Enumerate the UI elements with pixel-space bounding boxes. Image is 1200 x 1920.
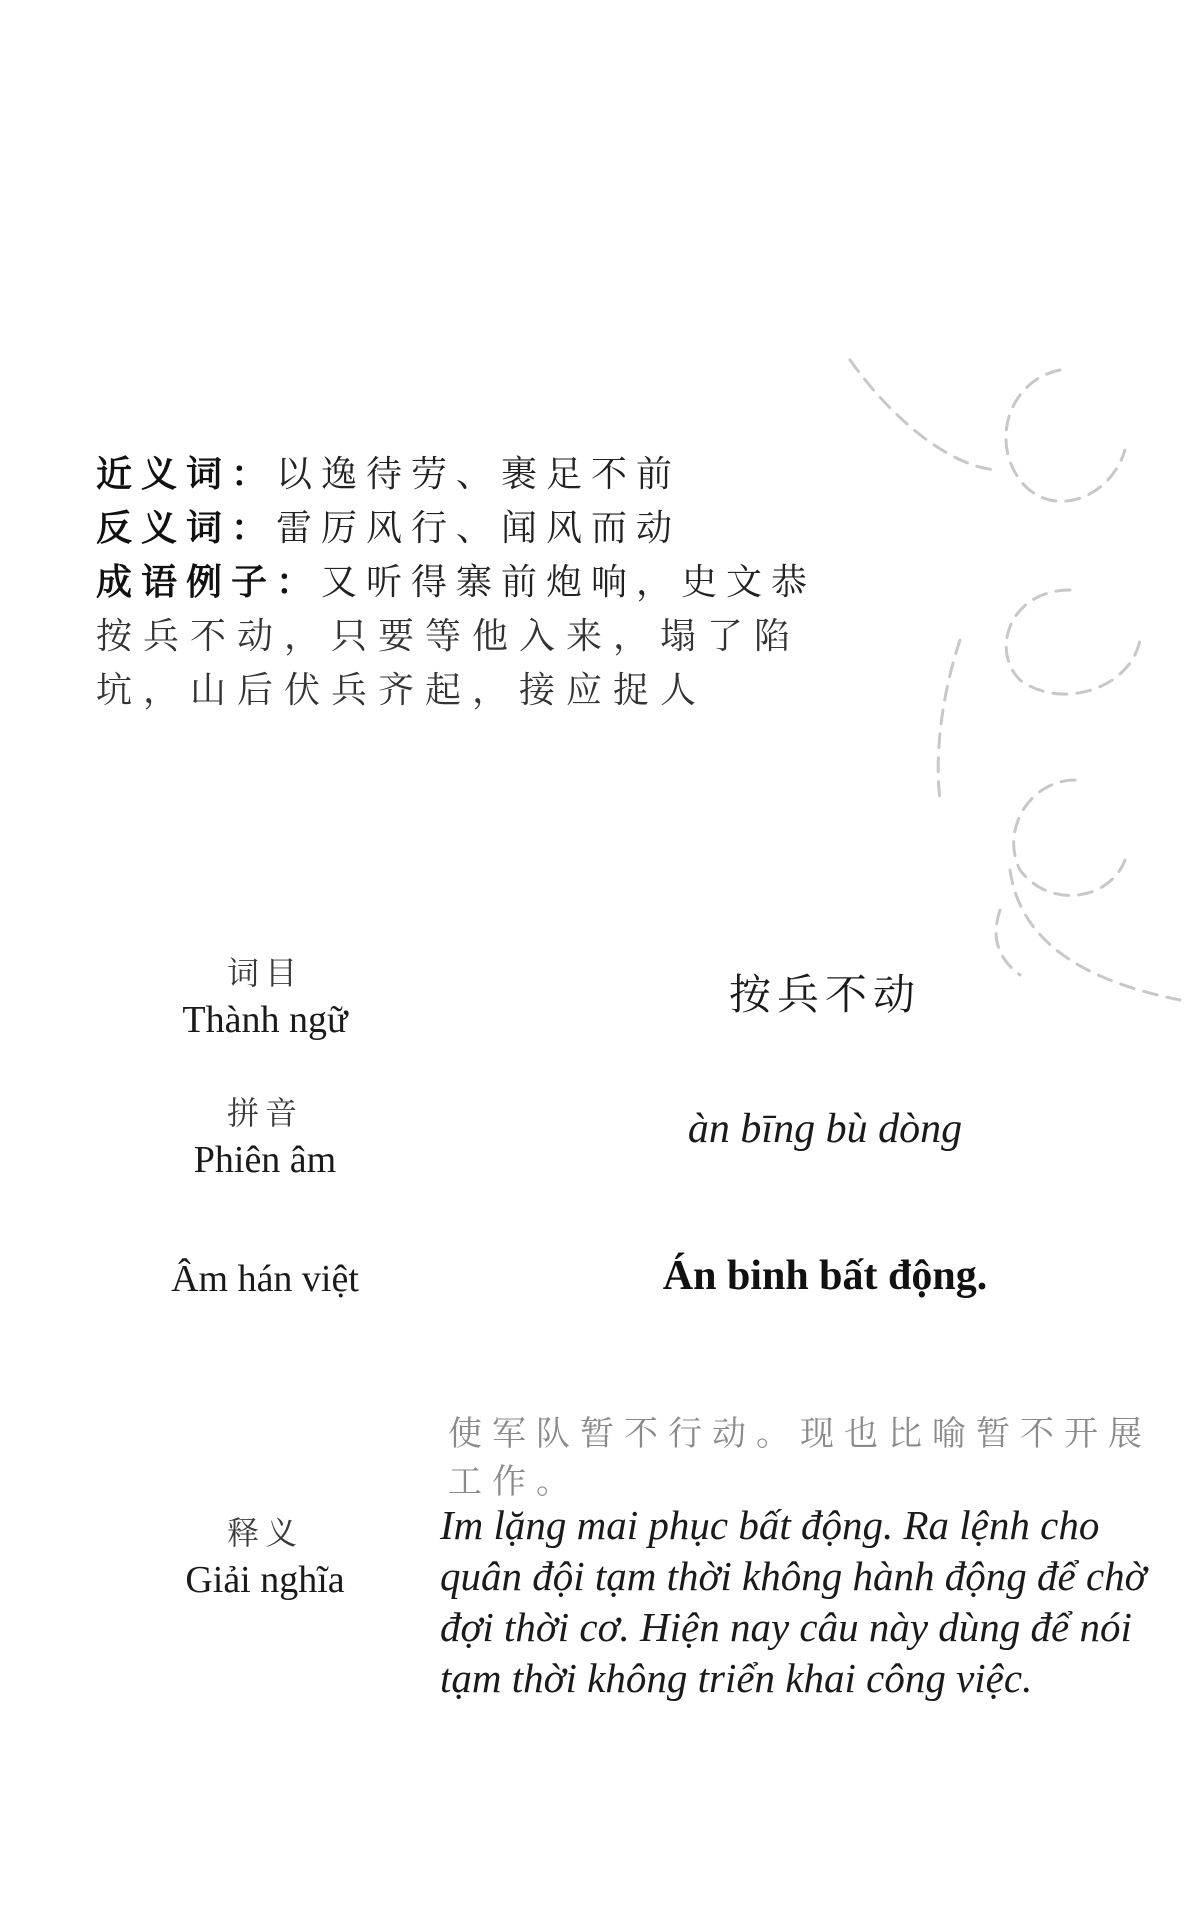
pinyin-label-zh: 拼音	[226, 1094, 303, 1132]
example-line-1	[96, 556, 816, 610]
definition-label-zh: 释义	[226, 1514, 303, 1552]
swirl-middle-tail	[938, 640, 960, 800]
synonyms-label: 近义词：	[96, 454, 277, 495]
headword-value: 按兵不动	[728, 970, 921, 1019]
swirl-middle	[1006, 590, 1140, 694]
hanviet-label	[130, 1255, 400, 1303]
definition-label-vi: Giải nghĩa	[185, 1559, 345, 1601]
definition-zh: 使军队暂不行动。现也比喻暂不开展工作。	[448, 1414, 1152, 1502]
pinyin-label-vi: Phiên âm	[193, 1139, 337, 1181]
hanviet-value: Án binh bất động.	[662, 1253, 988, 1299]
example-label: 成语例子：	[96, 562, 322, 603]
antonyms-label: 反义词：	[96, 508, 277, 549]
example-line-3: 坑，山后伏兵齐起，接应捉人	[96, 670, 708, 711]
antonyms-text: 雷厉风行、闻风而动	[276, 508, 682, 549]
headword-label	[130, 950, 400, 1044]
definition-vi: Im lặng mai phục bất động. Ra lệnh cho quân đội tạm thời không hành động để chờ đợi thời cơ. Hiện nay câu này dùng để nói tạm thời không triển khai công việc.	[440, 1502, 1147, 1701]
antonyms-line	[96, 502, 816, 556]
headword-label-zh: 词目	[226, 954, 303, 992]
hanviet-label-vi: Âm hán việt	[171, 1258, 359, 1300]
synonyms-line	[96, 448, 816, 502]
swirl-top	[1006, 370, 1125, 501]
pinyin-label	[130, 1090, 400, 1184]
idiom-notes	[96, 448, 816, 718]
example-text-1: 又听得寨前炮响，史文恭	[321, 562, 817, 603]
swirl-bottom	[1014, 780, 1125, 895]
headword-label-vi: Thành ngữ	[182, 999, 348, 1041]
definition-label	[130, 1510, 400, 1604]
synonyms-text: 以逸待劳、裹足不前	[276, 454, 682, 495]
pinyin-value: àn bīng bù dòng	[687, 1106, 963, 1152]
example-line-2: 按兵不动，只要等他入来，塌了陷	[96, 616, 802, 657]
swirl-top-tail	[850, 360, 1000, 470]
